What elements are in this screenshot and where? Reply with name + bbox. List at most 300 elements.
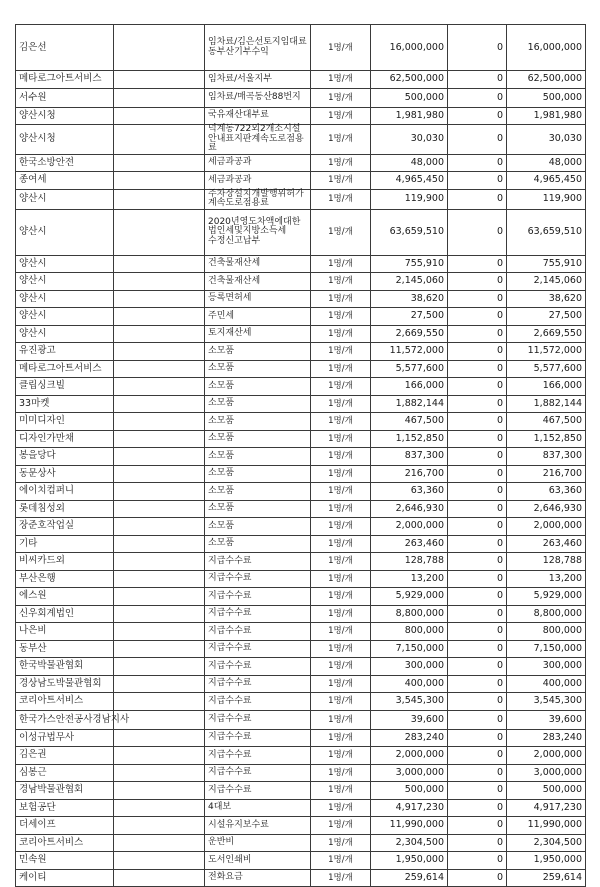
zero-cell: 0	[448, 799, 507, 817]
table-row	[16, 729, 586, 747]
payee-cell: 종여세	[16, 172, 114, 190]
total-cell: 1,981,980	[507, 107, 586, 125]
total-cell: 2,304,500	[507, 834, 586, 852]
amount-cell: 63,659,510	[371, 209, 448, 255]
unit-cell: 1명/개	[311, 154, 371, 172]
empty-cell	[114, 605, 205, 623]
payee-cell: 양산시청	[16, 125, 114, 155]
zero-cell: 0	[448, 209, 507, 255]
description-cell: 세금과공과	[205, 154, 311, 172]
zero-cell: 0	[448, 290, 507, 308]
payee-cell: 양산시	[16, 273, 114, 291]
amount-cell: 38,620	[371, 290, 448, 308]
empty-cell	[114, 799, 205, 817]
zero-cell: 0	[448, 107, 507, 125]
unit-cell: 1명/개	[311, 360, 371, 378]
unit-cell: 1명/개	[311, 729, 371, 747]
table-row	[16, 817, 586, 835]
table-row	[16, 782, 586, 800]
description-cell: 소모품	[205, 395, 311, 413]
payee-cell: 디자인가만채	[16, 430, 114, 448]
description-cell: 지급수수료	[205, 693, 311, 711]
payee-cell: 양산시	[16, 255, 114, 273]
total-cell: 2,000,000	[507, 518, 586, 536]
table-row	[16, 852, 586, 870]
total-cell: 2,000,000	[507, 747, 586, 765]
unit-cell: 1명/개	[311, 483, 371, 501]
total-cell: 5,929,000	[507, 588, 586, 606]
empty-cell	[114, 764, 205, 782]
zero-cell: 0	[448, 605, 507, 623]
description-cell: 소모품	[205, 483, 311, 501]
amount-cell: 3,000,000	[371, 764, 448, 782]
payee-cell: 롯데침성외	[16, 500, 114, 518]
empty-cell	[114, 107, 205, 125]
unit-cell: 1명/개	[311, 88, 371, 107]
payee-cell: 한국가스안전공사경남지사	[16, 710, 114, 729]
total-cell: 13,200	[507, 570, 586, 588]
zero-cell: 0	[448, 273, 507, 291]
amount-cell: 166,000	[371, 378, 448, 396]
unit-cell: 1명/개	[311, 605, 371, 623]
description-cell: 지급수수료	[205, 729, 311, 747]
total-cell: 166,000	[507, 378, 586, 396]
zero-cell: 0	[448, 189, 507, 209]
total-cell: 755,910	[507, 255, 586, 273]
unit-cell: 1명/개	[311, 658, 371, 676]
unit-cell: 1명/개	[311, 834, 371, 852]
unit-cell: 1명/개	[311, 378, 371, 396]
amount-cell: 5,929,000	[371, 588, 448, 606]
ledger-body	[16, 25, 586, 887]
total-cell: 128,788	[507, 553, 586, 571]
amount-cell: 2,000,000	[371, 518, 448, 536]
empty-cell	[114, 273, 205, 291]
expense-ledger-table	[15, 24, 586, 887]
amount-cell: 4,917,230	[371, 799, 448, 817]
payee-cell: 한국박물관협회	[16, 658, 114, 676]
total-cell: 7,150,000	[507, 640, 586, 658]
unit-cell: 1명/개	[311, 852, 371, 870]
table-row	[16, 378, 586, 396]
amount-cell: 5,577,600	[371, 360, 448, 378]
table-row	[16, 483, 586, 501]
description-cell: 소모품	[205, 343, 311, 361]
unit-cell: 1명/개	[311, 817, 371, 835]
payee-cell: 코리아트서비스	[16, 834, 114, 852]
payee-cell: 신우회계법인	[16, 605, 114, 623]
zero-cell: 0	[448, 553, 507, 571]
total-cell: 39,600	[507, 710, 586, 729]
payee-cell: 양산시	[16, 325, 114, 343]
amount-cell: 39,600	[371, 710, 448, 729]
description-cell: 주차장설치개발행위허가계속도로점용료	[205, 189, 311, 209]
payee-cell: 비씨카드외	[16, 553, 114, 571]
description-cell: 도서인쇄비	[205, 852, 311, 870]
description-cell: 소모품	[205, 500, 311, 518]
empty-cell	[114, 729, 205, 747]
zero-cell: 0	[448, 729, 507, 747]
zero-cell: 0	[448, 518, 507, 536]
unit-cell: 1명/개	[311, 308, 371, 326]
payee-cell: 경상남도박물관협회	[16, 675, 114, 693]
table-row	[16, 189, 586, 209]
table-row	[16, 125, 586, 155]
description-cell: 소모품	[205, 465, 311, 483]
total-cell: 48,000	[507, 154, 586, 172]
total-cell: 3,000,000	[507, 764, 586, 782]
zero-cell: 0	[448, 834, 507, 852]
unit-cell: 1명/개	[311, 395, 371, 413]
unit-cell: 1명/개	[311, 570, 371, 588]
description-cell: 시설유지보수료	[205, 817, 311, 835]
table-row	[16, 465, 586, 483]
payee-cell: 김은권	[16, 747, 114, 765]
unit-cell: 1명/개	[311, 189, 371, 209]
total-cell: 4,965,450	[507, 172, 586, 190]
zero-cell: 0	[448, 869, 507, 887]
total-cell: 1,152,850	[507, 430, 586, 448]
payee-cell: 봉을당다	[16, 448, 114, 466]
table-row	[16, 172, 586, 190]
description-cell: 건축물재산세	[205, 273, 311, 291]
unit-cell: 1명/개	[311, 343, 371, 361]
description-cell: 소모품	[205, 535, 311, 553]
payee-cell: 양산시	[16, 308, 114, 326]
amount-cell: 1,882,144	[371, 395, 448, 413]
unit-cell: 1명/개	[311, 172, 371, 190]
amount-cell: 300,000	[371, 658, 448, 676]
table-row	[16, 325, 586, 343]
description-cell: 덕계동722외2개소시설안내표지판계속도로점용료	[205, 125, 311, 155]
zero-cell: 0	[448, 693, 507, 711]
zero-cell: 0	[448, 325, 507, 343]
unit-cell: 1명/개	[311, 209, 371, 255]
zero-cell: 0	[448, 500, 507, 518]
zero-cell: 0	[448, 623, 507, 641]
zero-cell: 0	[448, 483, 507, 501]
empty-cell	[114, 570, 205, 588]
payee-cell: 이성규법무사	[16, 729, 114, 747]
empty-cell	[114, 675, 205, 693]
table-row	[16, 360, 586, 378]
description-cell: 국유재산대부료	[205, 107, 311, 125]
total-cell: 119,900	[507, 189, 586, 209]
amount-cell: 30,030	[371, 125, 448, 155]
amount-cell: 500,000	[371, 782, 448, 800]
amount-cell: 1,950,000	[371, 852, 448, 870]
table-row	[16, 764, 586, 782]
table-row	[16, 290, 586, 308]
description-cell: 세금과공과	[205, 172, 311, 190]
description-cell: 4대보	[205, 799, 311, 817]
zero-cell: 0	[448, 675, 507, 693]
total-cell: 1,950,000	[507, 852, 586, 870]
table-row	[16, 209, 586, 255]
description-cell: 임차료/서울지부	[205, 71, 311, 89]
empty-cell	[114, 125, 205, 155]
table-row	[16, 154, 586, 172]
unit-cell: 1명/개	[311, 747, 371, 765]
description-cell: 전화요금	[205, 869, 311, 887]
total-cell: 283,240	[507, 729, 586, 747]
description-cell: 임차료/매곡동산88번지	[205, 88, 311, 107]
table-row	[16, 518, 586, 536]
unit-cell: 1명/개	[311, 553, 371, 571]
empty-cell	[114, 500, 205, 518]
amount-cell: 16,000,000	[371, 25, 448, 71]
description-cell: 토지재산세	[205, 325, 311, 343]
empty-cell	[114, 658, 205, 676]
table-row	[16, 553, 586, 571]
table-row	[16, 675, 586, 693]
amount-cell: 4,965,450	[371, 172, 448, 190]
description-cell: 지급수수료	[205, 605, 311, 623]
payee-cell: 장준호작업실	[16, 518, 114, 536]
zero-cell: 0	[448, 430, 507, 448]
amount-cell: 2,669,550	[371, 325, 448, 343]
amount-cell: 11,990,000	[371, 817, 448, 835]
zero-cell: 0	[448, 125, 507, 155]
description-cell: 지급수수료	[205, 782, 311, 800]
amount-cell: 837,300	[371, 448, 448, 466]
table-row	[16, 710, 586, 729]
table-row	[16, 747, 586, 765]
total-cell: 5,577,600	[507, 360, 586, 378]
unit-cell: 1명/개	[311, 465, 371, 483]
table-row	[16, 640, 586, 658]
zero-cell: 0	[448, 817, 507, 835]
amount-cell: 11,572,000	[371, 343, 448, 361]
description-cell: 2020년영도차액에대한 법인세및지방소득세 수정신고납부	[205, 209, 311, 255]
payee-cell: 김은선	[16, 25, 114, 71]
unit-cell: 1명/개	[311, 869, 371, 887]
description-cell: 지급수수료	[205, 588, 311, 606]
description-cell: 지급수수료	[205, 640, 311, 658]
total-cell: 30,030	[507, 125, 586, 155]
payee-cell: 기타	[16, 535, 114, 553]
payee-cell: 보험공단	[16, 799, 114, 817]
total-cell: 11,990,000	[507, 817, 586, 835]
empty-cell	[114, 834, 205, 852]
description-cell: 건축물재산세	[205, 255, 311, 273]
empty-cell	[114, 255, 205, 273]
table-row	[16, 343, 586, 361]
amount-cell: 8,800,000	[371, 605, 448, 623]
payee-cell: 나은비	[16, 623, 114, 641]
total-cell: 800,000	[507, 623, 586, 641]
amount-cell: 48,000	[371, 154, 448, 172]
zero-cell: 0	[448, 308, 507, 326]
table-row	[16, 605, 586, 623]
total-cell: 263,460	[507, 535, 586, 553]
payee-cell: 메타로그아트서비스	[16, 71, 114, 89]
table-row	[16, 395, 586, 413]
amount-cell: 3,545,300	[371, 693, 448, 711]
table-row	[16, 570, 586, 588]
payee-cell: 동문상사	[16, 465, 114, 483]
unit-cell: 1명/개	[311, 273, 371, 291]
unit-cell: 1명/개	[311, 290, 371, 308]
amount-cell: 1,981,980	[371, 107, 448, 125]
amount-cell: 2,145,060	[371, 273, 448, 291]
zero-cell: 0	[448, 448, 507, 466]
amount-cell: 259,614	[371, 869, 448, 887]
zero-cell: 0	[448, 25, 507, 71]
description-cell: 소모품	[205, 448, 311, 466]
total-cell: 27,500	[507, 308, 586, 326]
unit-cell: 1명/개	[311, 413, 371, 431]
empty-cell	[114, 869, 205, 887]
unit-cell: 1명/개	[311, 535, 371, 553]
payee-cell: 케이티	[16, 869, 114, 887]
description-cell: 지급수수료	[205, 570, 311, 588]
payee-cell: 심봉근	[16, 764, 114, 782]
amount-cell: 216,700	[371, 465, 448, 483]
description-cell: 운반비	[205, 834, 311, 852]
table-row	[16, 107, 586, 125]
zero-cell: 0	[448, 343, 507, 361]
payee-cell: 에이치컴퍼니	[16, 483, 114, 501]
empty-cell	[114, 209, 205, 255]
zero-cell: 0	[448, 378, 507, 396]
zero-cell: 0	[448, 88, 507, 107]
table-row	[16, 448, 586, 466]
zero-cell: 0	[448, 588, 507, 606]
description-cell: 지급수수료	[205, 747, 311, 765]
table-row	[16, 88, 586, 107]
table-row	[16, 869, 586, 887]
empty-cell	[114, 535, 205, 553]
description-cell: 지급수수료	[205, 623, 311, 641]
description-cell: 주민세	[205, 308, 311, 326]
empty-cell	[114, 588, 205, 606]
empty-cell	[114, 817, 205, 835]
table-row	[16, 413, 586, 431]
amount-cell: 128,788	[371, 553, 448, 571]
empty-cell	[114, 448, 205, 466]
total-cell: 2,669,550	[507, 325, 586, 343]
unit-cell: 1명/개	[311, 623, 371, 641]
description-cell: 소모품	[205, 430, 311, 448]
empty-cell	[114, 308, 205, 326]
empty-cell	[114, 343, 205, 361]
total-cell: 300,000	[507, 658, 586, 676]
unit-cell: 1명/개	[311, 710, 371, 729]
table-row	[16, 799, 586, 817]
zero-cell: 0	[448, 710, 507, 729]
payee-cell: 33마켓	[16, 395, 114, 413]
total-cell: 63,360	[507, 483, 586, 501]
payee-cell: 양산시	[16, 189, 114, 209]
total-cell: 38,620	[507, 290, 586, 308]
description-cell: 소모품	[205, 518, 311, 536]
description-cell: 소모품	[205, 378, 311, 396]
zero-cell: 0	[448, 764, 507, 782]
empty-cell	[114, 395, 205, 413]
table-row	[16, 693, 586, 711]
table-row	[16, 71, 586, 89]
zero-cell: 0	[448, 782, 507, 800]
amount-cell: 2,304,500	[371, 834, 448, 852]
unit-cell: 1명/개	[311, 675, 371, 693]
total-cell: 3,545,300	[507, 693, 586, 711]
table-row	[16, 25, 586, 71]
description-cell: 지급수수료	[205, 553, 311, 571]
empty-cell	[114, 553, 205, 571]
description-cell: 소모품	[205, 413, 311, 431]
zero-cell: 0	[448, 172, 507, 190]
total-cell: 11,572,000	[507, 343, 586, 361]
unit-cell: 1명/개	[311, 71, 371, 89]
description-cell: 지급수수료	[205, 710, 311, 729]
description-cell: 지급수수료	[205, 658, 311, 676]
amount-cell: 800,000	[371, 623, 448, 641]
empty-cell	[114, 360, 205, 378]
payee-cell: 미미디자인	[16, 413, 114, 431]
zero-cell: 0	[448, 255, 507, 273]
empty-cell	[114, 747, 205, 765]
payee-cell: 동부산	[16, 640, 114, 658]
zero-cell: 0	[448, 360, 507, 378]
unit-cell: 1명/개	[311, 325, 371, 343]
unit-cell: 1명/개	[311, 588, 371, 606]
table-row	[16, 588, 586, 606]
unit-cell: 1명/개	[311, 448, 371, 466]
total-cell: 259,614	[507, 869, 586, 887]
payee-cell: 코리아트서비스	[16, 693, 114, 711]
description-cell: 지급수수료	[205, 675, 311, 693]
table-row	[16, 834, 586, 852]
payee-cell: 한국소방안전	[16, 154, 114, 172]
zero-cell: 0	[448, 413, 507, 431]
total-cell: 216,700	[507, 465, 586, 483]
empty-cell	[114, 88, 205, 107]
amount-cell: 2,000,000	[371, 747, 448, 765]
empty-cell	[114, 518, 205, 536]
zero-cell: 0	[448, 747, 507, 765]
payee-cell: 양산시	[16, 290, 114, 308]
payee-cell: 부산은행	[16, 570, 114, 588]
total-cell: 467,500	[507, 413, 586, 431]
unit-cell: 1명/개	[311, 640, 371, 658]
unit-cell: 1명/개	[311, 25, 371, 71]
zero-cell: 0	[448, 640, 507, 658]
zero-cell: 0	[448, 465, 507, 483]
description-cell: 임차료/김은선토지임대료 동부산기부수익	[205, 25, 311, 71]
empty-cell	[114, 465, 205, 483]
table-row	[16, 658, 586, 676]
empty-cell	[114, 325, 205, 343]
unit-cell: 1명/개	[311, 799, 371, 817]
empty-cell	[114, 189, 205, 209]
empty-cell	[114, 623, 205, 641]
total-cell: 500,000	[507, 88, 586, 107]
amount-cell: 283,240	[371, 729, 448, 747]
total-cell: 8,800,000	[507, 605, 586, 623]
empty-cell	[114, 413, 205, 431]
amount-cell: 2,646,930	[371, 500, 448, 518]
unit-cell: 1명/개	[311, 500, 371, 518]
unit-cell: 1명/개	[311, 764, 371, 782]
amount-cell: 1,152,850	[371, 430, 448, 448]
payee-cell: 경남박물관협회	[16, 782, 114, 800]
empty-cell	[114, 852, 205, 870]
total-cell: 1,882,144	[507, 395, 586, 413]
zero-cell: 0	[448, 71, 507, 89]
description-cell: 소모품	[205, 360, 311, 378]
total-cell: 2,646,930	[507, 500, 586, 518]
